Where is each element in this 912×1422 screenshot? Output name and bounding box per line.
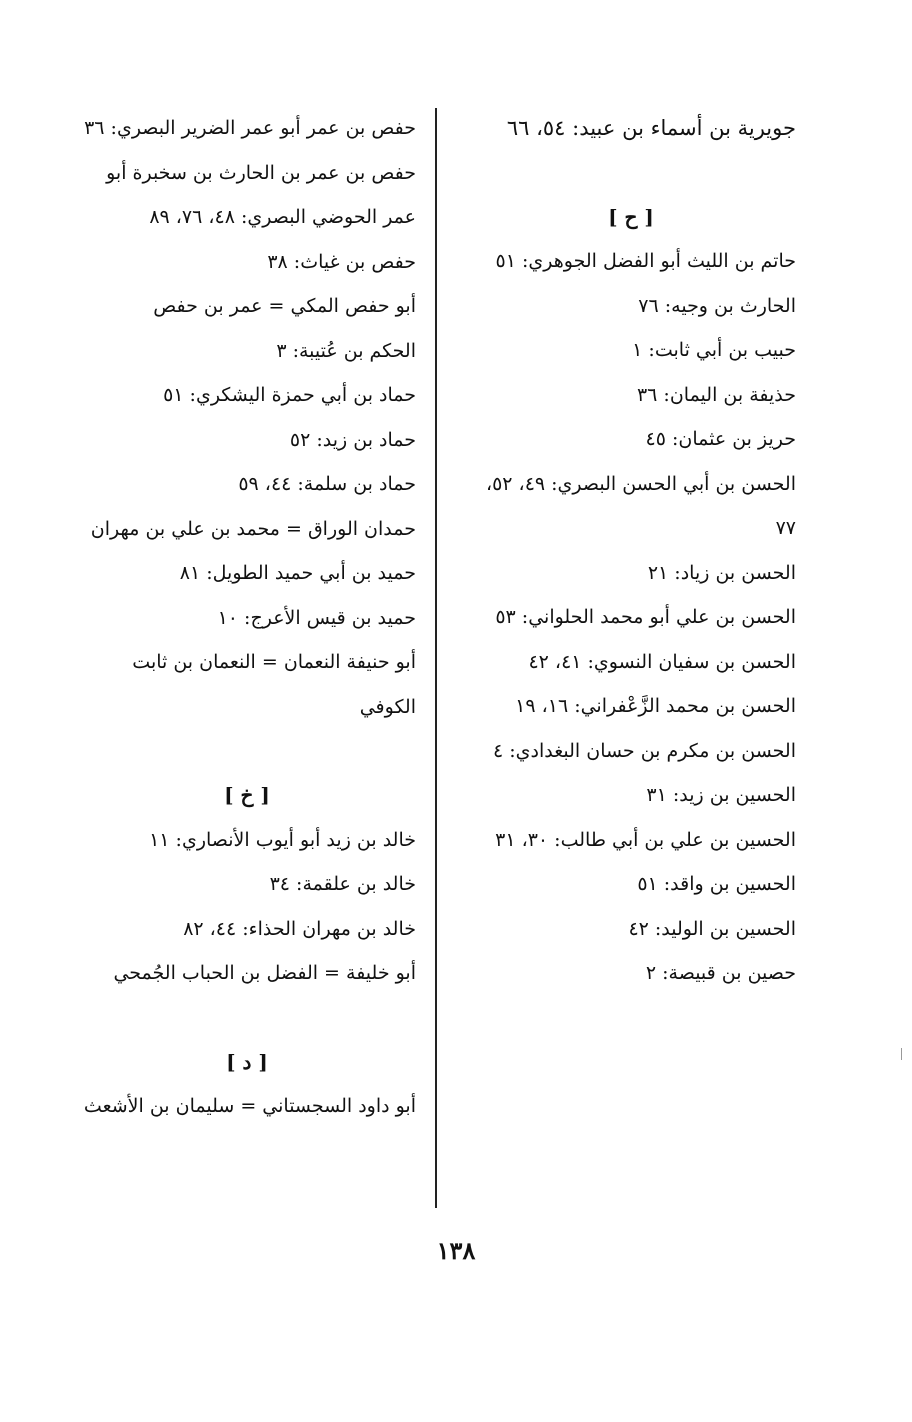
index-entry: حميد بن أبي حميد الطويل: ٨١ (179, 562, 416, 584)
index-entry: حماد بن زيد: ٥٢ (289, 428, 416, 451)
index-entry: الحسن بن علي أبو محمد الحلواني: ٥٣ (495, 606, 796, 628)
index-entry: الحارث بن وجيه: ٧٦ (638, 294, 796, 317)
index-entry: حذيفة بن اليمان: ٣٦ (636, 383, 796, 406)
index-entry: حميد بن قيس الأعرج: ١٠ (217, 606, 416, 629)
index-entry: أبو داود السجستاني = سليمان بن الأشعث (83, 1095, 416, 1117)
index-entry: حفص بن عمر أبو عمر الضرير البصري: ٣٦ (84, 117, 416, 139)
index-entry: الحسين بن زيد: ٣١ (646, 784, 796, 806)
index-entry: الحسن بن سفيان النسوي: ٤١، ٤٢ (528, 650, 796, 673)
index-entry: الحسن بن زياد: ٢١ (647, 561, 796, 584)
letter-heading: [ خ ] (224, 783, 270, 807)
index-entry: الحسن بن مكرم بن حسان البغدادي: ٤ (492, 739, 796, 762)
index-entry: خالد بن علقمة: ٣٤ (269, 873, 416, 895)
index-entry: أبو حفص المكي = عمر بن حفص (153, 295, 416, 317)
index-entry: أبو خليفة = الفضل بن الحباب الجُمحي (113, 962, 416, 984)
index-entry: حصين بن قبيصة: ٢ (645, 962, 796, 984)
index-column-left (78, 106, 416, 1129)
section-gap (466, 151, 796, 195)
index-entry: الحسين بن واقد: ٥١ (637, 873, 796, 895)
index-entry: حبيب بن أبي ثابت: ١ (632, 339, 796, 361)
section-gap (78, 729, 416, 773)
index-entry: خالد بن مهران الحذاء: ٤٤، ٨٢ (183, 917, 416, 940)
index-entry: جويرية بن أسماء بن عبيد: ٥٤، ٦٦ (506, 116, 796, 140)
index-entry: خالد بن زيد أبو أيوب الأنصاري: ١١ (149, 828, 416, 851)
letter-heading: [ د ] (226, 1049, 268, 1074)
index-entry: أبو حنيفة النعمان = النعمان بن ثابت الكوفي (132, 651, 416, 718)
index-column-right (466, 106, 796, 996)
index-entry: حماد بن سلمة: ٤٤، ٥٩ (238, 473, 416, 495)
index-entry: حريز بن عثمان: ٤٥ (645, 428, 796, 450)
index-entry: الحكم بن عُتيبة: ٣ (276, 339, 416, 362)
index-entry: الحسين بن علي بن أبي طالب: ٣٠، ٣١ (495, 828, 796, 851)
index-entry: حمدان الوراق = محمد بن علي بن مهران (90, 517, 416, 540)
index-entry: حاتم بن الليث أبو الفضل الجوهري: ٥١ (495, 250, 796, 272)
section-gap (78, 996, 416, 1040)
letter-heading: [ ح ] (608, 204, 654, 229)
index-entry: الحسين بن الوليد: ٤٢ (628, 917, 796, 940)
column-divider (435, 108, 437, 1208)
index-entry: الحسن بن محمد الزَّعْفراني: ١٦، ١٩ (515, 695, 796, 717)
index-entry: حفص بن غياث: ٣٨ (267, 250, 416, 273)
index-entry: الحسن بن أبي الحسن البصري: ٤٩، ٥٢، ٧٧ (485, 472, 796, 539)
page-number: ١٣٨ (436, 1236, 476, 1265)
scan-edge-mark (901, 1048, 902, 1060)
index-entry: حفص بن عمر بن الحارث بن سخبرة أبو عمر الحوضي البصري: ٤٨، ٧٦، ٨٩ (106, 161, 416, 228)
index-entry: حماد بن أبي حمزة اليشكري: ٥١ (163, 384, 416, 406)
